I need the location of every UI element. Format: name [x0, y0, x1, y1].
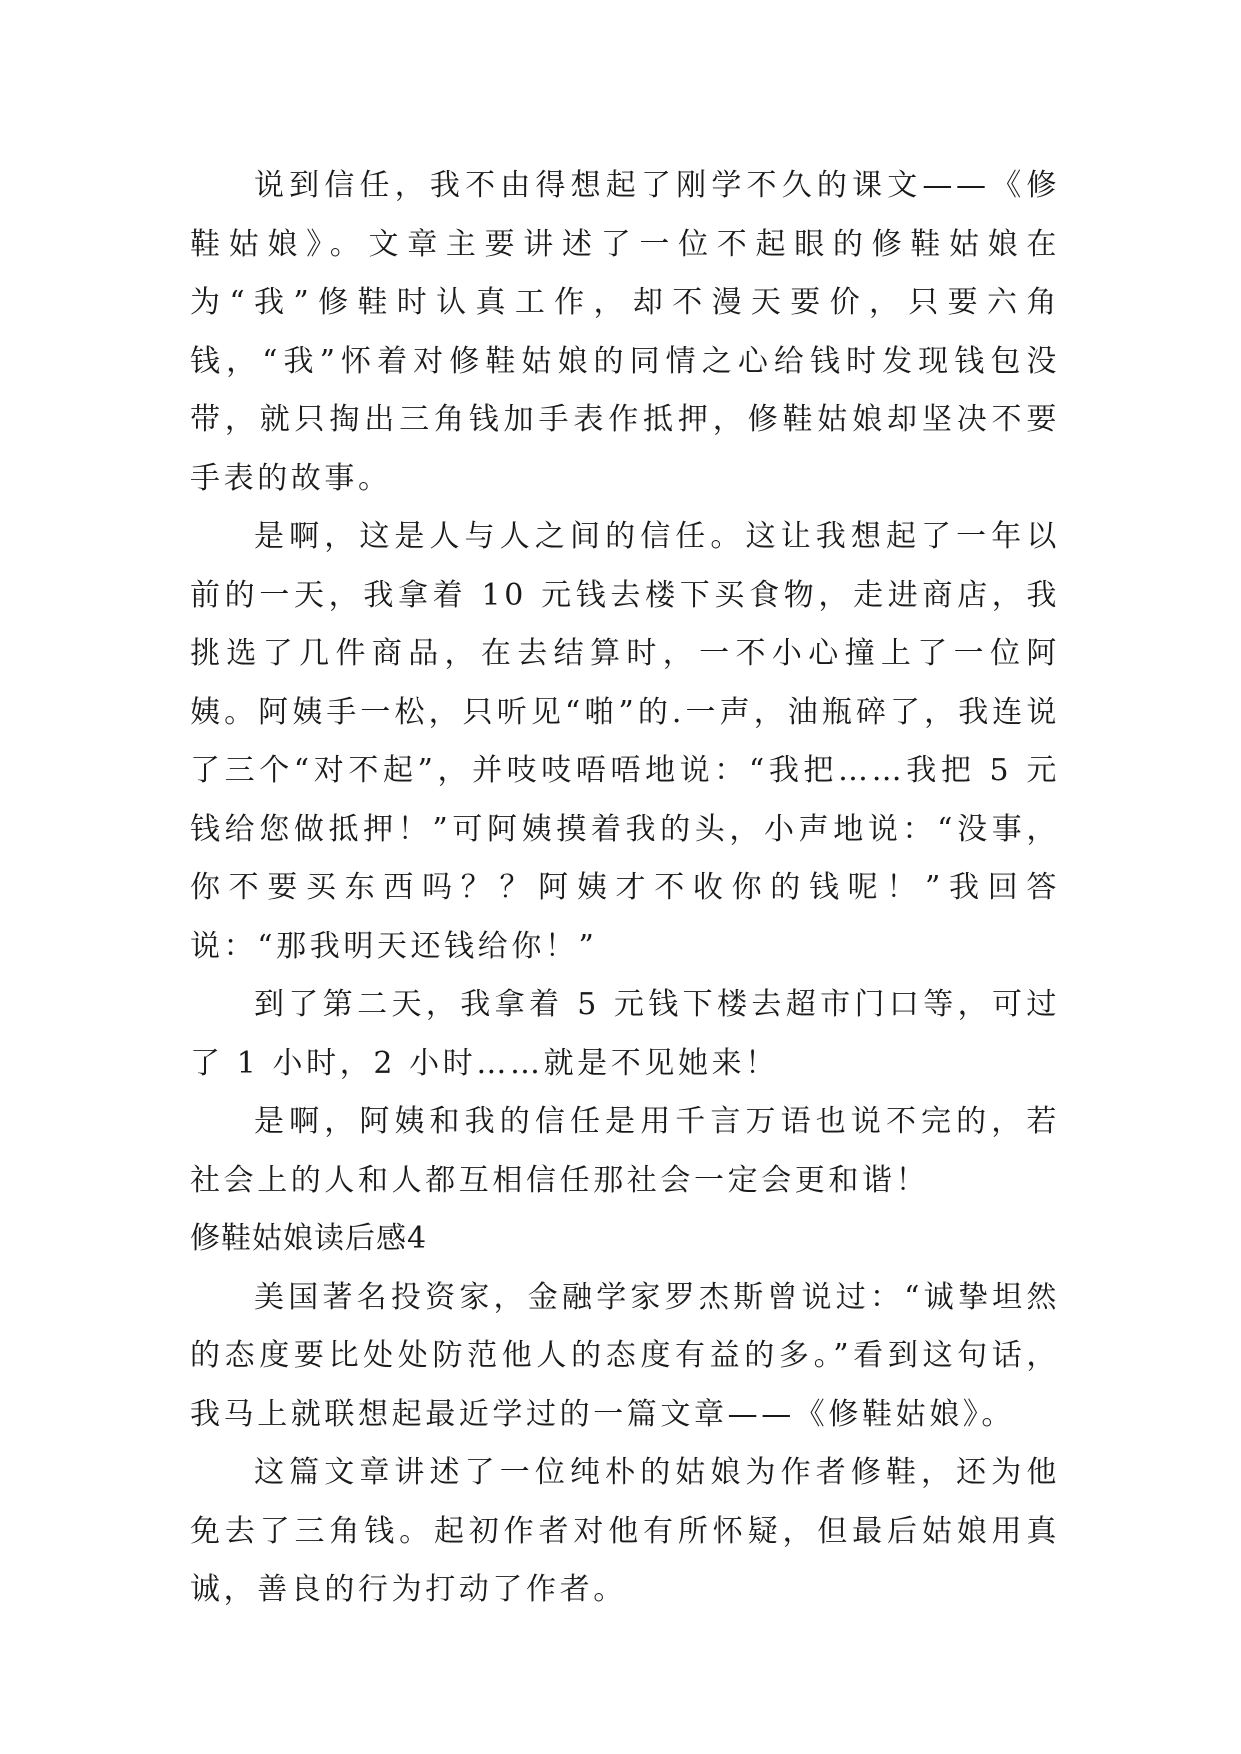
section-heading: 修鞋姑娘读后感4: [190, 1221, 428, 1256]
paragraph-2: 是啊，这是人与人之间的信任。这让我想起了一年以前的一天，我拿着 10 元钱去楼下买食物，走进商店，我挑选了几件商品，在去结算时，一不小心撞上了一位阿姨。阿姨手一松，只听见“啪”的.一声，油瓶碎了，我连说了三个“对不起”，并吱吱唔唔地说：“我把……我把 5 元钱给您做抵押！”可阿姨摸着我的头，小声地说：“没事，你不要买东西吗？？阿姨才不收你的钱呢！”我回答说：“那我明天还钱给你！”: [190, 519, 1060, 964]
document-body: [190, 157, 1060, 1620]
paragraph-1: 说到信任，我不由得想起了刚学不久的课文——《修鞋姑娘》。文章主要讲述了一位不起眼的修鞋姑娘在为“我”修鞋时认真工作，却不漫天要价，只要六角钱，“我”怀着对修鞋姑娘的同情之心给钱时发现钱包没带，就只掏出三角钱加手表作抵押，修鞋姑娘却坚决不要手表的故事。: [190, 168, 1060, 496]
paragraph-5: 美国著名投资家，金融学家罗杰斯曾说过：“诚挚坦然的态度要比处处防范他人的态度有益的多。”看到这句话，我马上就联想起最近学过的一篇文章——《修鞋姑娘》。: [190, 1279, 1060, 1432]
paragraph-6: 这篇文章讲述了一位纯朴的姑娘为作者修鞋，还为他免去了三角钱。起初作者对他有所怀疑，但最后姑娘用真诚，善良的行为打动了作者。: [190, 1455, 1060, 1607]
paragraph-3: 到了第二天，我拿着 5 元钱下楼去超市门口等，可过了 1 小时，2 小时……就是不见她来！: [190, 987, 1060, 1081]
paragraph-4: 是啊，阿姨和我的信任是用千言万语也说不完的，若社会上的人和人都互相信任那社会一定会更和谐！: [190, 1104, 1060, 1198]
